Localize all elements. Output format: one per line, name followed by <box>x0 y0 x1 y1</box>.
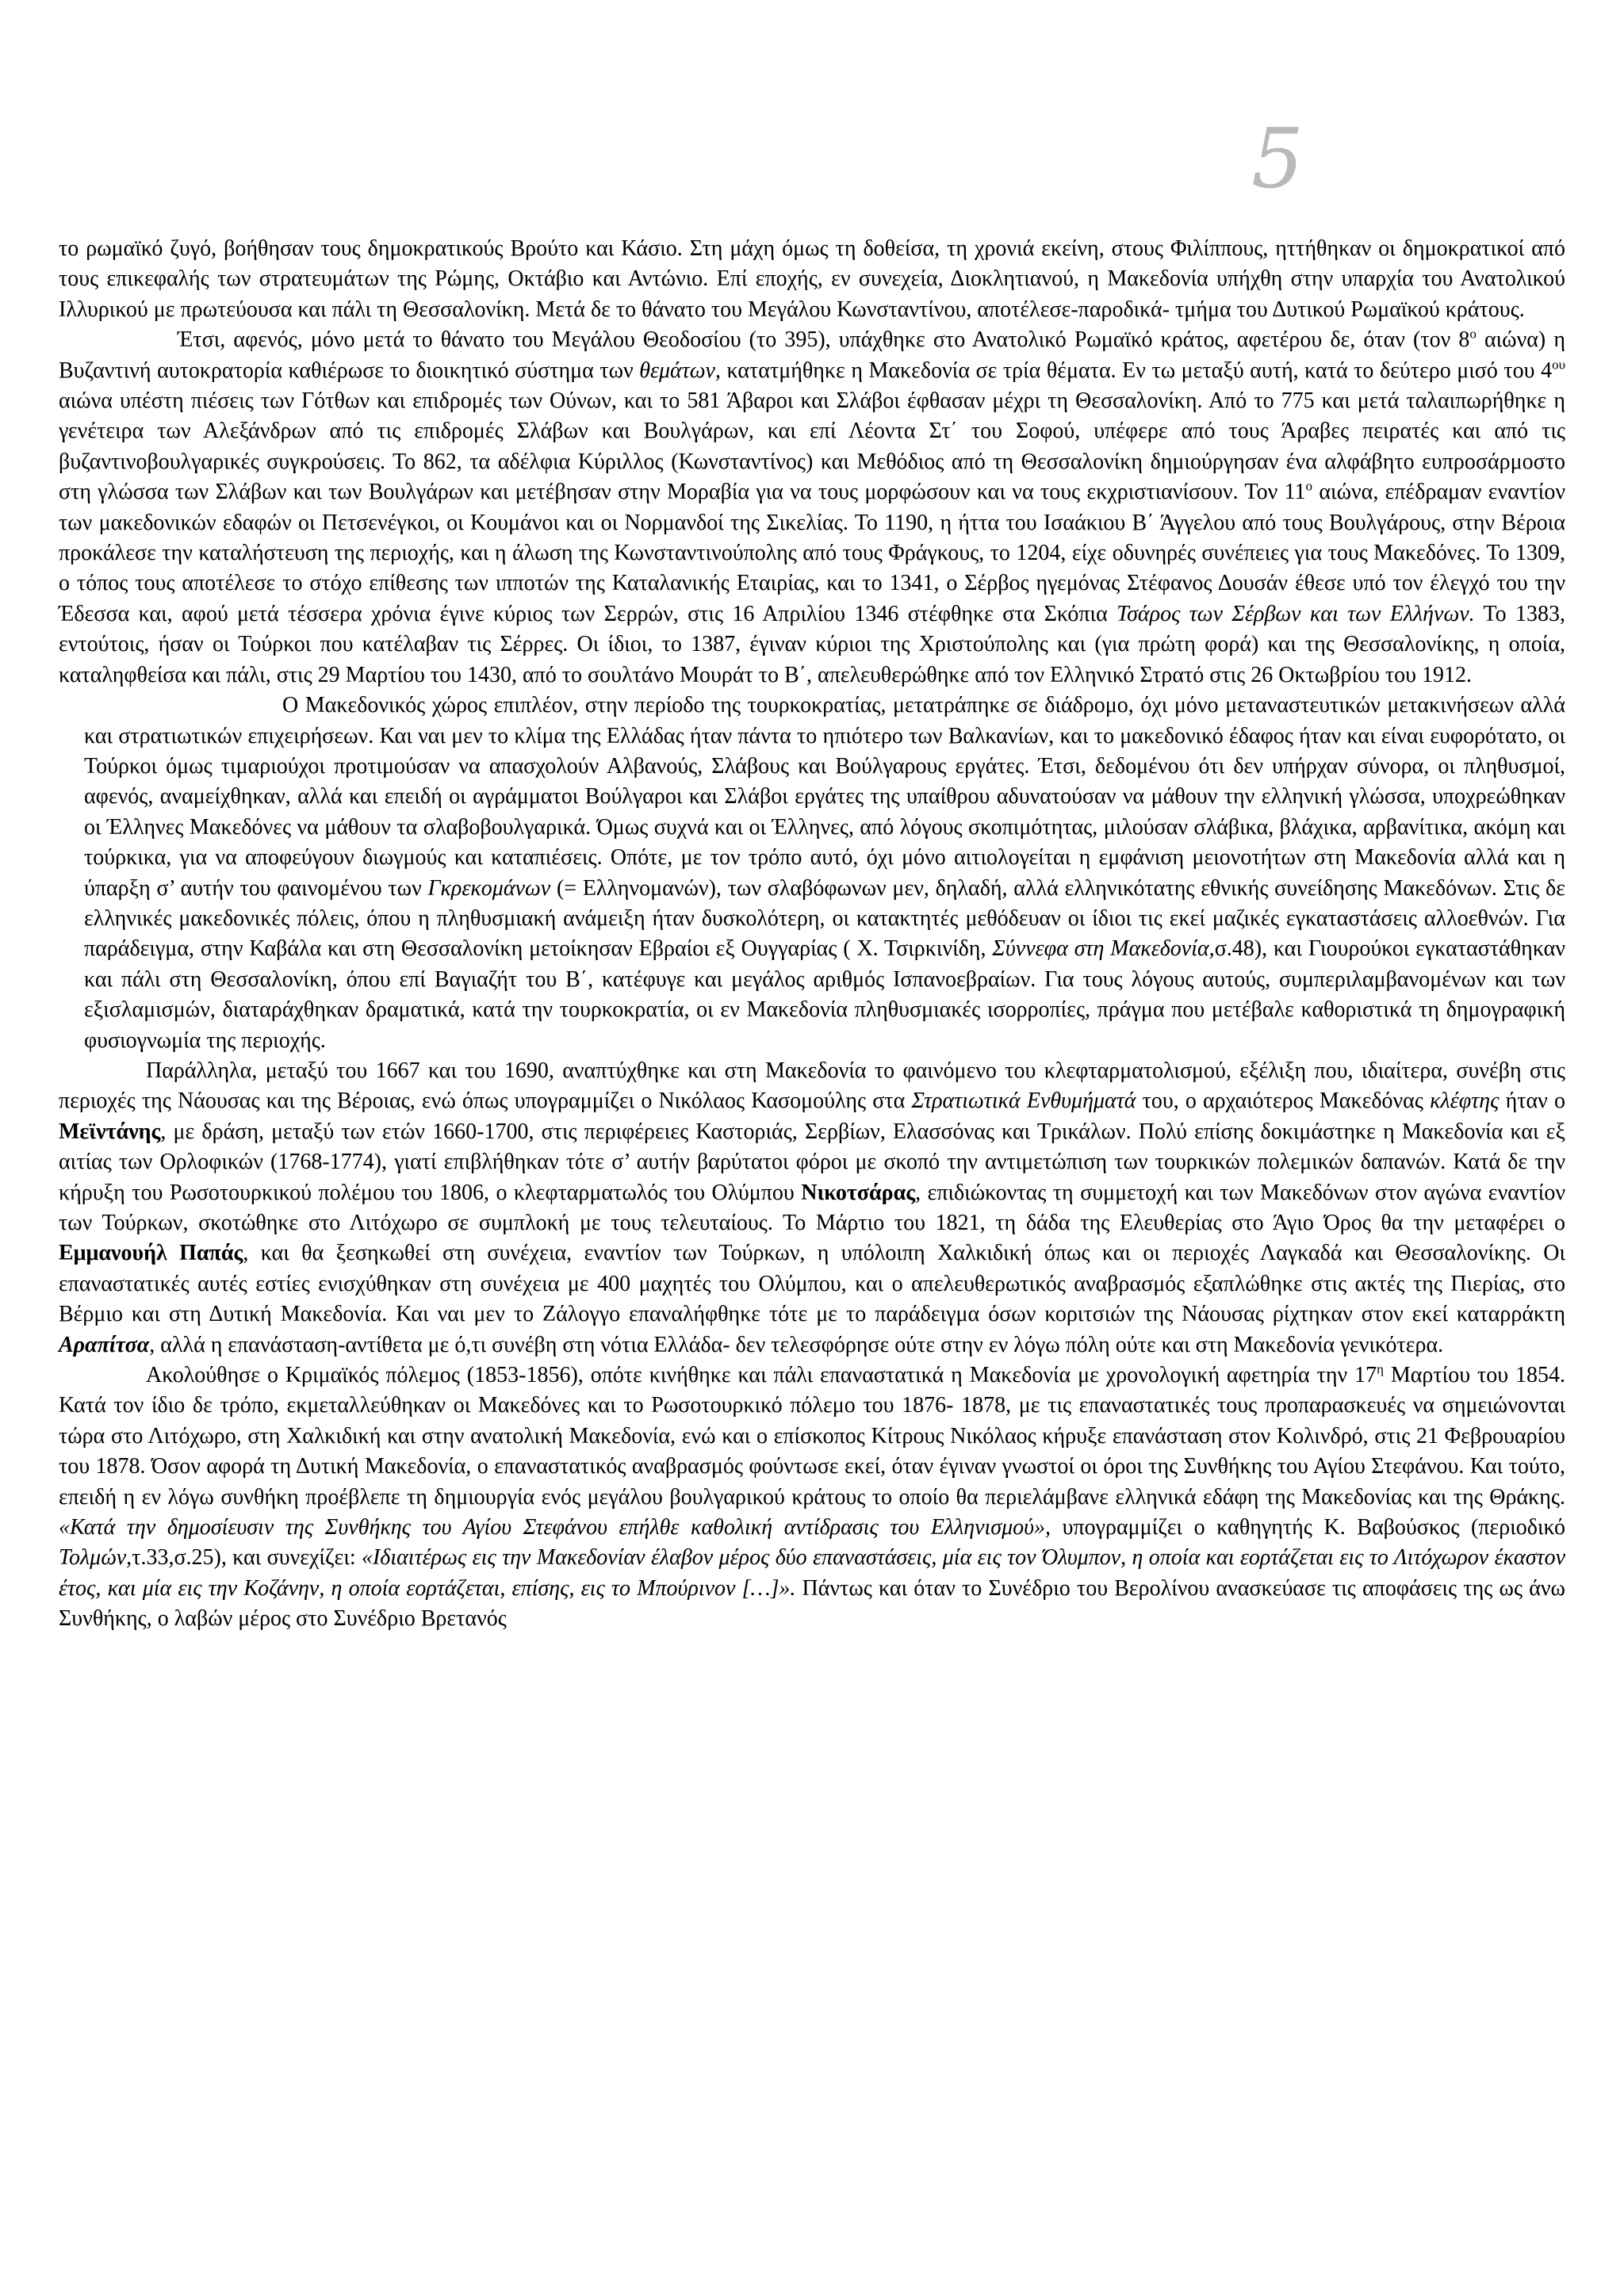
italic-quote: «Ιδιαιτέρως εις την Μακεδονίαν έλαβον μέρος δύο επαναστάσεις, μία εις τον Όλυμπον, η οποία και εορτάζεται εις το Λιτόχωρον έκαστον έτος, και μία εις την Κοζάνην, η οποία εορτάζεται, επίσης, εις το Μπούρινον […]». <box>59 1545 1565 1601</box>
italic-title: Τσάρος των Σέρβων και των Ελλήνων. <box>1116 601 1475 626</box>
text-run: (= Ελληνομανών), των σλαβόφωνων μεν, δηλαδή, αλλά ελληνικότατης εθνικής συνείδησης Μακεδόνων. Στις δε ελληνικές μακεδονικές πόλεις, όπου η πληθυσμιακή ανάμειξη ήταν δυσκολότερη, οι κατακτητές μεθόδευαν οι ίδιοι τις εκεί μαζικές εγκαταστάσεις αλλοεθνών. Για παράδειγμα, στην Καβάλα και στη Θεσσαλονίκη μετοίκησαν Εβραίοι εξ Ουγγαρίας ( Χ. Τσιρκινίδη, <box>84 875 1566 962</box>
page-number: 5 <box>1251 110 1304 207</box>
text-run: , αλλά η επανάσταση-αντίθετα με ό,τι συνέβη στη νότια Ελλάδα- δεν τελεσφόρησε ούτε στην εν λόγω πόλη ούτε και στη Μακεδονία γενικότερα. <box>149 1332 1444 1357</box>
text-run: αιώνα υπέστη πιέσεις των Γότθων και επιδρομές των Ούνων, και το 581 Άβαροι και Σλάβοι έφθασαν μέχρι τη Θεσσαλονίκη. Από το 775 και μετά ταλαιπωρήθηκε η γενέτειρα των Αλεξάνδρων από τις επιδρομές Σλάβων και Βουλγάρων, και επί Λέοντα Στ΄ του Σοφού, υπέφερε από τους Άραβες πειρατές και από τις βυζαντινοβουλγαρικές συγκρούσεις. Το 862, τα αδέλφια Κύριλλος (Κωνσταντίνος) και Μεθόδιος από τη Θεσσαλονίκη δημιούργησαν ένα αλφάβητο ευπροσάρμοστο στη γλώσσα των Σλάβων και των Βουλγάρων και μετέβησαν στην Μοραβία για να τους μορφώσουν και να τους εκχριστιανίσουν. Τον 11 <box>59 388 1565 505</box>
paragraph-3 <box>59 691 1565 1056</box>
italic-journal-title: Τολμών, <box>59 1545 132 1571</box>
superscript: ο <box>1469 326 1477 342</box>
text-run: , και θα ξεσηκωθεί στη συνέχεια, εναντίον των Τούρκων, η υπόλοιπη Χαλκιδική όπως και οι περιοχές Λαγκαδά και Θεσσαλονίκης. Οι επαναστατικές αυτές εστίες ενισχύθηκαν στη συνέχεια με 400 μαχητές του Ολύμπου, και ο απελευθερωτικός αναβρασμός εξαπλώθηκε στις ακτές της Πιερίας, στο Βέρμιο και στη Δυτική Μακεδονία. Και ναι μεν το Ζάλογγο επαναλήφθηκε τότε με το παράδειγμα όσων κοριτσιών της Νάουσας ρίχτηκαν στον εκεί καταρράκτη <box>59 1241 1565 1327</box>
document-body <box>59 234 1565 1635</box>
bold-name: Νικοτσάρας <box>801 1180 916 1205</box>
text-run: Μαρτίου του 1854. Κατά τον ίδιο δε τρόπο, εκμεταλλεύθηκαν οι Μακεδόνες και το Ρωσοτουρκικό πόλεμο του 1876- 1878, με τις επαναστατικές τους προπαρασκευές να σημειώνονται τώρα στο Λιτόχωρο, στη Χαλκιδική και στην ανατολική Μακεδονία, ενώ και ο επίσκοπος Κίτρους Νικόλαος κήρυξε επανάσταση στον Κολινδρό, στις 21 Φεβρουαρίου του 1878. Όσον αφορά τη Δυτική Μακεδονία, ο επαναστατικός αναβρασμός φούντωσε εκεί, όταν έγιναν γνωστοί οι όροι της Συνθήκης του Αγίου Στεφάνου. Και τούτο, επειδή η εν λόγω συνθήκη προέβλεπε τη δημιουργία ενός μεγάλου βουλγαρικού κράτους το οποίο θα περιελάμβανε ελληνικά εδάφη της Μακεδονίας και της Θράκης. <box>59 1363 1565 1510</box>
text-run: Ο Μακεδονικός χώρος επιπλέον, στην περίοδο της τουρκοκρατίας, μετατράπηκε σε διάδρομο, όχι μόνο μεταναστευτικών μετακινήσεων αλλά και στρατιωτικών επιχειρήσεων. Και ναι μεν το κλίμα της Ελλάδας ήταν πάντα το ηπιότερο των Βαλκανίων, και το μακεδονικό έδαφος ήταν και είναι ευφορότατο, οι Τούρκοι όμως τιμαριούχοι προτιμούσαν να απασχολούν Αλβανούς, Σλάβους και Βούλγαρους εργάτες. Έτσι, δεδομένου ότι δεν υπήρχαν σύνορα, οι πληθυσμοί, αφενός, αναμείχθηκαν, αλλά και επειδή οι αγράμματοι Βούλγαροι και Σλάβοι εργάτες της υπαίθρου αδυνατούσαν να μάθουν την ελληνική γλώσσα, υποχρεώθηκαν οι Έλληνες Μακεδόνες να μάθουν τα σλαβοβουλγαρικά. Όμως συχνά και οι Έλληνες, από λόγους σκοπιμότητας, μιλούσαν σλάβικα, βλάχικα, αρβανίτικα, ακόμη και τούρκικα, για να αποφεύγουν διωγμούς και καταπιέσεις. Οπότε, με τον τρόπο αυτό, όχι μόνο αιτιολογείται η εμφάνιση μειονοτήτων στη Μακεδονία αλλά και η ύπαρξη σ’ αυτήν του φαινομένου των <box>84 693 1565 901</box>
text-run: κατατμήθηκε η Μακεδονία σε τρία θέματα. Εν τω μεταξύ αυτή, κατά το δεύτερο μισό του 4 <box>720 358 1553 383</box>
text-run: Ακολούθησε ο Κριμαϊκός πόλεμος (1853-1856), οπότε κινήθηκε και πάλι επαναστατικά η Μακεδονία με χρονολογική αφετηρία την 17 <box>146 1363 1377 1388</box>
text-run: σ.48), και Γιουρούκοι εγκαταστάθηκαν και πάλι στη Θεσσαλονίκη, όπου επί Βαγιαζήτ του Β΄, κατέφυγε και μεγάλος αριθμός Ισπανοεβραίων. Για τους λόγους αυτούς, συμπεριλαμβανομένων και των εξισλαμισμών, διαταράχθηκαν δραματικά, κατά την τουρκοκρατία, οι εν Μακεδονία πληθυσμιακές ισορροπίες, πράγμα που μετέβαλε καθοριστικά τη δημογραφική φυσιογνωμία της περιοχής. <box>84 936 1566 1053</box>
text-run: Έτσι, αφενός, μόνο μετά το θάνατο του Μεγάλου Θεοδοσίου (το 395), υπάχθηκε στο Ανατολικό Ρωμαϊκό κράτος, αφετέρου δε, όταν (τον 8 <box>178 327 1470 353</box>
text-run: το ρωμαϊκό ζυγό, βοήθησαν τους δημοκρατικούς Βρούτο και Κάσιο. Στη μάχη όμως τη δοθείσα, τη χρονιά εκείνη, στους Φιλίππους, ηττήθηκαν οι δημοκρατικοί από τους επικεφαλής των στρατευμάτων της Ρώμης, Οκτάβιο και Αντώνιο. Επί εποχής, εν συνεχεία, Διοκλητιανού, η Μακεδονία υπήχθη στην υπαρχία του Ανατολικού Ιλλυρικού με πρωτεύουσα και πάλι τη Θεσσαλονίκη. Μετά δε το θάνατο του Μεγάλου Κωνσταντίνου, αποτέλεσε-παροδικά- τμήμα του Δυτικού Ρωμαϊκού κράτους. <box>59 236 1565 322</box>
bold-name: Μεϊντάνης <box>59 1119 161 1144</box>
italic-book-title: Στρατιωτικά Ενθυμήματά <box>911 1089 1136 1114</box>
text-run: Το 1383, εντούτοις, ήσαν οι Τούρκοι που κατέλαβαν τις Σέρρες. Οι ίδιοι, το 1387, έγιναν κύριοι της Χριστούπολης και (για πρώτη φορά) και της Θεσσαλονίκης, η οποία, καταληφθείσα και πάλι, στις 29 Μαρτίου του 1430, από το σουλτάνο Μουράτ το Β΄, απελευθερώθηκε από τον Ελληνικό Στρατό στις 26 Οκτωβρίου του 1912. <box>59 601 1566 687</box>
paragraph-2 <box>59 325 1565 691</box>
superscript: ο <box>1305 478 1313 494</box>
text-run: υπογραμμίζει ο καθηγητής Κ. Βαβούσκος (περιοδικό <box>1051 1515 1565 1540</box>
text-run: Πάντως και όταν το Συνέδριο του Βερολίνου ανασκεύασε τις αποφάσεις της ως άνω Συνθήκης, ο λαβών μέρος στο Συνέδριο Βρετανός <box>59 1575 1565 1632</box>
italic-term: θεμάτων, <box>639 358 721 383</box>
superscript: ου <box>1552 357 1565 373</box>
text-run: , επιδιώκοντας τη συμμετοχή και των Μακεδόνων στον αγώνα εναντίον των Τούρκων, σκοτώθηκε στο Λιτόχωρο σε συμπλοκή με τους τελευταίους. Το Μάρτιο του 1821, τη δάδα της Ελευθερίας στο Άγιο Όρος θα την μεταφέρει ο <box>59 1180 1566 1235</box>
text-run: , με δράση, μεταξύ των ετών 1660-1700, στις περιφέρειες Καστοριάς, Σερβίων, Ελασσόνας και Τρικάλων. Πολύ επίσης δοκιμάστηκε η Μακεδονία και εξ αιτίας των Ορλοφικών (1768-1774), γιατί επιβλήθηκαν τότε σ’ αυτήν βαρύτατοι φόροι με σκοπό την αντιμετώπιση των τουρκικών πολεμικών δαπανών. Κατά δε την κήρυξη του Ρωσοτουρκικού πολέμου του 1806, ο κλεφταρματωλός του Ολύμπου <box>59 1119 1565 1205</box>
bold-name: Εμμανουήλ Παπάς <box>59 1241 243 1266</box>
superscript: η <box>1377 1361 1384 1377</box>
paragraph-1 <box>59 234 1565 325</box>
italic-quote: «Κατά την δημοσίευσιν της Συνθήκης του Αγίου Στεφάνου επήλθε καθολική αντίδρασις του Ελληνισμού», <box>59 1515 1051 1540</box>
text-run: αιώνα) η Βυζαντινή αυτοκρατορία καθιέρωσε το διοικητικό σύστημα των <box>59 327 1565 383</box>
text-run: Παράλληλα, μεταξύ του 1667 και του 1690, αναπτύχθηκε και στη Μακεδονία το φαινόμενο του κλεφταρματολισμού, εξέλιξη που, ιδιαίτερα, συνέβη στις περιοχές της Νάουσας και της Βέροιας, ενώ όπως υπογραμμίζει ο Νικόλαος Κασομούλης στα <box>59 1058 1565 1114</box>
italic-term: κλέφτης <box>1430 1089 1500 1114</box>
text-run: αιώνα, επέδραμαν εναντίον των μακεδονικών εδαφών οι Πετσενέγκοι, οι Κουμάνοι και οι Νορμανδοί της Σικελίας. Το 1190, η ήττα του Ισαάκιου Β΄ Άγγελου από τους Βουλγάρους, στην Βέροια προκάλεσε την καταλήστευση της περιοχής, και η άλωση της Κωνσταντινούπολης από τους Φράγκους, το 1204, είχε οδυνηρές συνέπειες για τους Μακεδόνες. Το 1309, ο τόπος τους αποτέλεσε το στόχο επίθεσης των ιπποτών της Καταλανικής Εταιρίας, και το 1341, ο Σέρβος ηγεμόνας Στέφανος Δουσάν έθεσε υπό τον έλεγχό του την Έδεσσα και, αφού μετά τέσσερα χρόνια έγινε κύριος των Σερρών, στις 16 Απριλίου 1346 στέφθηκε στα Σκόπια <box>59 480 1565 626</box>
text-run: ήταν ο <box>1499 1089 1565 1114</box>
text-run: τ.33,σ.25), και συνεχίζει: <box>132 1545 362 1571</box>
paragraph-5 <box>59 1360 1565 1635</box>
italic-term: Γκρεκομάνων <box>427 875 551 901</box>
text-run: του, ο αρχαιότερος Μακεδόνας <box>1136 1089 1431 1114</box>
bold-italic-name: Αραπίτσα <box>59 1332 150 1357</box>
paragraph-4 <box>59 1056 1565 1360</box>
italic-book-title: Σύννεφα στη Μακεδονία, <box>992 936 1215 962</box>
